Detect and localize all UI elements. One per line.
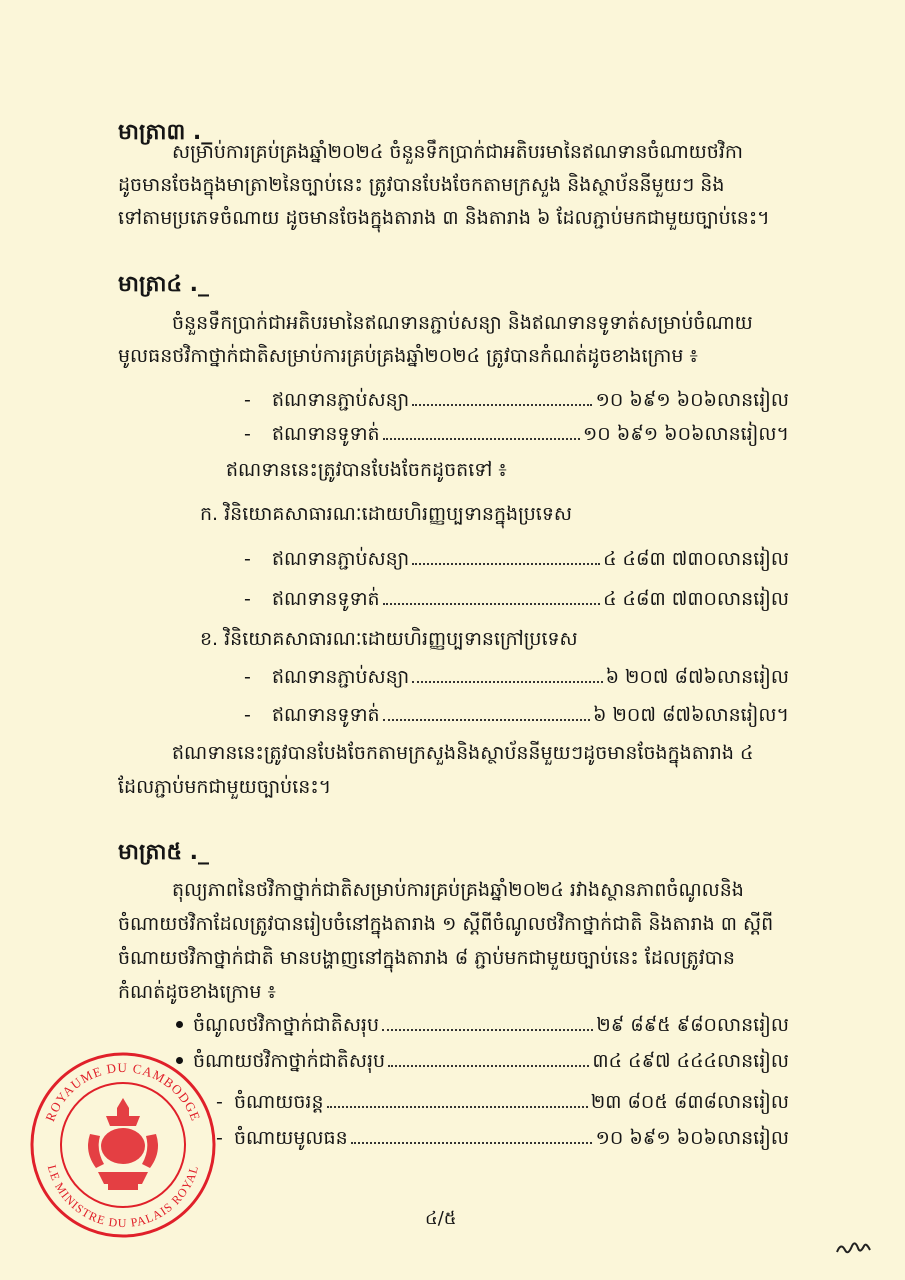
split-intro: ឥណទាននេះត្រូវបានបែងចែកដូចតទៅ ៖ — [226, 459, 507, 481]
row-label: ឥណទានទូទាត់ — [272, 423, 380, 445]
article-4-line-2: មូលធនថវិកាថ្នាក់ជាតិសម្រាប់ការគ្រប់គ្រងឆ្នាំ២០២៤ ត្រូវបានកំណត់ដូចខាងក្រោម ៖ — [118, 345, 698, 367]
leader-dots — [383, 438, 580, 440]
row-value: ១០ ៦៩១ ៦០៦លានរៀល — [595, 1127, 789, 1149]
article-4-closing-line-2: ដែលភ្ជាប់មកជាមួយច្បាប់នេះ។ — [118, 776, 332, 798]
handwritten-initial-signature — [834, 1238, 874, 1260]
sub-b-title: ខ. វិនិយោគសាធារណៈដោយហិរញ្ញប្បទានក្រៅប្រទេស — [200, 628, 578, 650]
row-label: ចំណាយថវិកាថ្នាក់ជាតិសរុប — [193, 1050, 386, 1072]
royal-palace-seal — [28, 1050, 218, 1240]
seal-top-text: ROYAUME DU CAMBODGE — [42, 1059, 204, 1124]
dash: - — [216, 1127, 223, 1149]
article-4-line-1: ចំនួនទឹកប្រាក់ជាអតិបរមានៃឥណទានភ្ជាប់សន្យា និងឥណទានទូទាត់សម្រាប់ចំណាយ — [172, 312, 753, 334]
row-label: ឥណទានភ្ជាប់សន្យា — [272, 389, 410, 411]
row-label: ចំណូលថវិកាថ្នាក់ជាតិសរុប — [193, 1014, 380, 1036]
article-3-heading: មាត្រា៣ ._ — [118, 120, 213, 145]
row-value: ៤ ៤៨៣ ៧៣០លានរៀល — [603, 548, 789, 570]
leader-dots — [327, 1106, 588, 1108]
row-value: ៣៤ ៤៩៧ ៤៤៤លានរៀល — [592, 1050, 789, 1072]
row-value: ២៣ ៨០៥ ៨៣៨លានរៀល — [590, 1091, 789, 1113]
row-label: ឥណទានភ្ជាប់សន្យា — [272, 548, 410, 570]
leader-dots — [412, 681, 602, 683]
dash: - — [244, 704, 251, 726]
article-3-line-1: សម្រាប់ការគ្រប់គ្រងឆ្នាំ២០២៤ ចំនួនទឹកប្រាក់ជាអតិបរមានៃឥណទានចំណាយថវិកា — [172, 141, 743, 163]
article-5-line-3: ចំណាយថវិកាថ្នាក់ជាតិ មានបង្ហាញនៅក្នុងតារាង ៨ ភ្ជាប់មកជាមួយច្បាប់នេះ ដែលត្រូវបាន — [118, 947, 735, 969]
row-value: ៦ ២០៧ ៨៧៦លានរៀល។ — [593, 704, 789, 726]
leader-dots — [412, 404, 592, 406]
dash: - — [216, 1091, 223, 1113]
dash: - — [244, 389, 251, 411]
article-5-line-1: តុល្យភាពនៃថវិកាថ្នាក់ជាតិសម្រាប់ការគ្រប់គ្រងឆ្នាំ២០២៤ រវាងស្ថានភាពចំណូលនិង — [172, 879, 744, 901]
current-expenditure-row — [216, 1090, 789, 1118]
row-value: ៤ ៤៨៣ ៧៣០លានរៀល — [603, 588, 789, 610]
page-number: ៤/៥ — [425, 1208, 457, 1229]
seal-bottom-text: LE MINISTRE DU PALAIS ROYAL — [44, 1163, 202, 1231]
row-label: ឥណទានភ្ជាប់សន្យា — [272, 666, 410, 688]
dash: - — [244, 588, 251, 610]
dash: - — [244, 666, 251, 688]
total-expenditure-row — [176, 1049, 789, 1077]
row-value: ៦ ២០៧ ៨៧៦លានរៀល — [605, 666, 789, 688]
royal-emblem-icon — [88, 1098, 158, 1190]
article-4-closing-line-1: ឥណទាននេះត្រូវបានបែងចែកតាមក្រសួងនិងស្ថាប័ននីមួយៗដូចមានចែងក្នុងតារាង ៤ — [172, 742, 754, 764]
commitment-credit-total-row — [244, 388, 789, 416]
row-label: ចំណាយចរន្ត — [234, 1091, 324, 1113]
leader-dots — [382, 1029, 593, 1031]
row-value: ១០ ៦៩១ ៦០៦លានរៀល។ — [582, 423, 789, 445]
sub-b-commitment-row — [244, 665, 789, 693]
total-revenue-row — [176, 1013, 789, 1041]
sub-a-payment-row — [244, 587, 789, 615]
article-5-heading: មាត្រា៥ ._ — [118, 840, 210, 865]
article-5-line-4: កំណត់ដូចខាងក្រោម ៖ — [118, 981, 276, 1003]
leader-dots — [412, 563, 600, 565]
article-4-heading: មាត្រា៤ ._ — [118, 272, 210, 297]
sub-a-title: ក. វិនិយោគសាធារណៈដោយហិរញ្ញប្បទានក្នុងប្រទេស — [200, 503, 572, 525]
row-label: ឥណទានទូទាត់ — [272, 704, 380, 726]
payment-credit-total-row — [244, 422, 789, 450]
row-label: ចំណាយមូលធន — [234, 1127, 348, 1149]
leader-dots — [388, 1065, 589, 1067]
sub-b-payment-row — [244, 703, 789, 731]
dash: - — [244, 548, 251, 570]
bullet-icon — [176, 1021, 183, 1028]
row-label: ឥណទានទូទាត់ — [272, 588, 380, 610]
leader-dots — [351, 1142, 593, 1144]
dash: - — [244, 423, 251, 445]
row-value: ២៩ ៨៩៥ ៩៨០លានរៀល — [596, 1014, 789, 1036]
leader-dots — [383, 719, 590, 721]
row-value: ១០ ៦៩១ ៦០៦លានរៀល — [595, 389, 789, 411]
article-5-line-2: ចំណាយថវិកាដែលត្រូវបានរៀបចំនៅក្នុងតារាង ១ ស្តីពីចំណូលថវិកាថ្នាក់ជាតិ និងតារាង ៣ ស្តីពី — [118, 913, 774, 935]
article-3-line-3: ទៅតាមប្រភេទចំណាយ ដូចមានចែងក្នុងតារាង ៣ និងតារាង ៦ ដែលភ្ជាប់មកជាមួយច្បាប់នេះ។ — [118, 207, 770, 229]
capital-expenditure-row — [216, 1126, 789, 1154]
leader-dots — [383, 603, 600, 605]
sub-a-commitment-row — [244, 547, 789, 575]
article-3-line-2: ដូចមានចែងក្នុងមាត្រា២នៃច្បាប់នេះ ត្រូវបានបែងចែកតាមក្រសួង និងស្ថាប័ននីមួយៗ និង — [118, 174, 725, 196]
